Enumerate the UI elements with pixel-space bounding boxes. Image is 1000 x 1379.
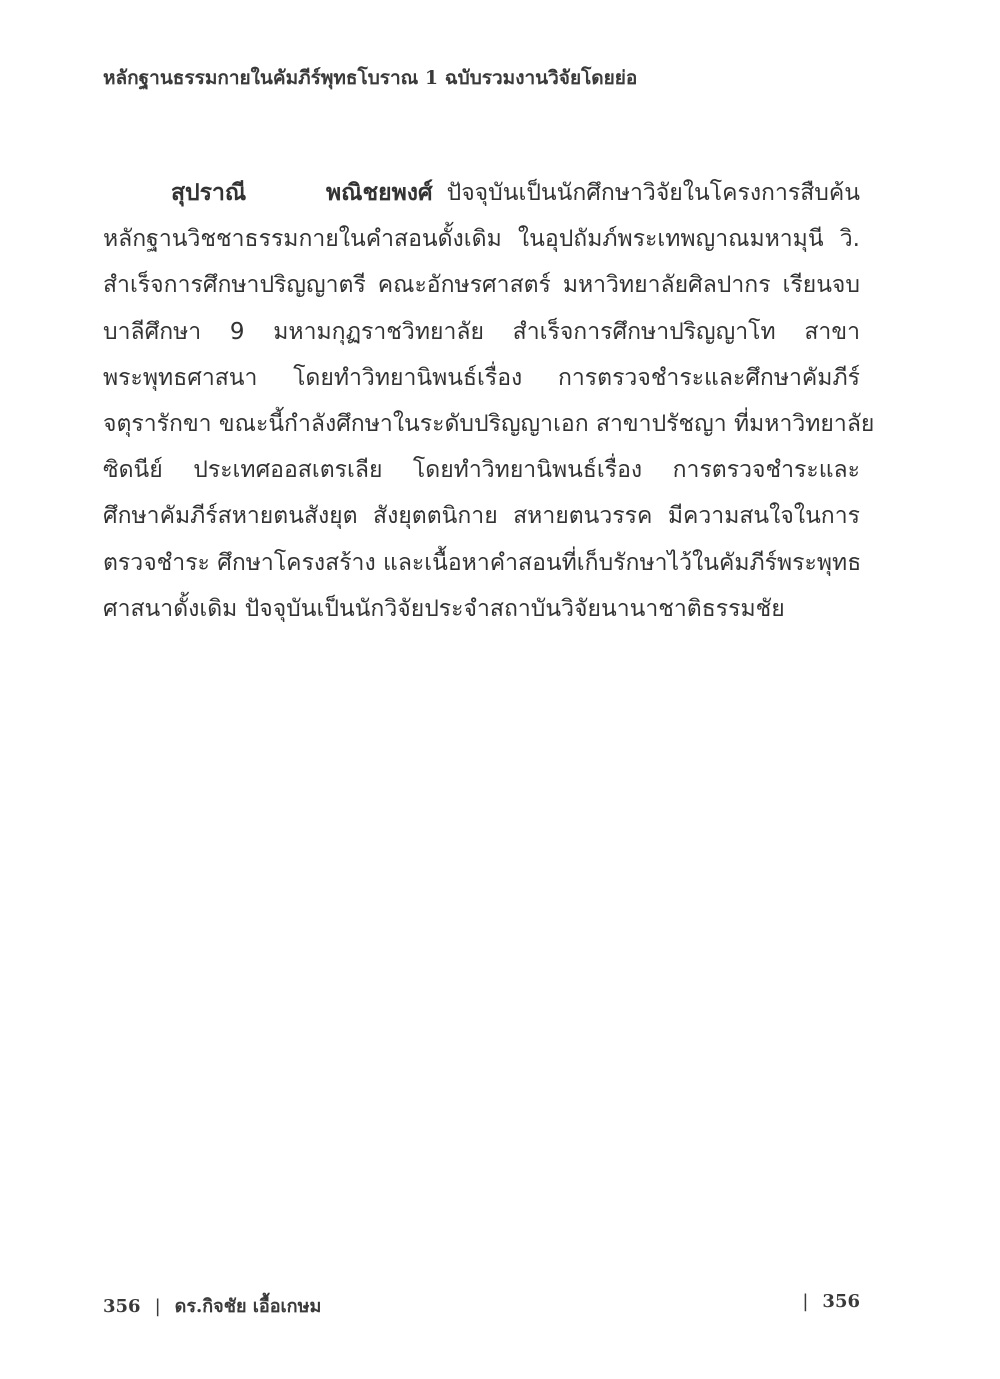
bio-line-6: จตุรารักขา ขณะนี้กำลังศึกษาในระดับปริญญาเอก สาขาปรัชญา ที่มหาวิทยาลัย (103, 410, 875, 437)
bio-line-3: สำเร็จการศึกษาปริญญาตรี คณะอักษรศาสตร์ มหาวิทยาลัยศิลปากร เรียนจบ (103, 272, 860, 299)
author-bio (103, 170, 875, 632)
bio-line-5: พระพุทธศาสนา โดยทำวิทยานิพนธ์เรื่อง การตรวจชำระและศึกษาคัมภีร์ (103, 364, 860, 391)
bio-line-9: ตรวจชำระ ศึกษาโครงสร้าง และเนื้อหาคำสอนที่เก็บรักษาไว้ในคัมภีร์พระพุทธ (103, 549, 862, 576)
footer-separator-right: | (802, 1291, 809, 1312)
bio-line-7: ซิดนีย์ ประเทศออสเตรเลีย โดยทำวิทยานิพนธ์เรื่อง การตรวจชำระและ (103, 457, 860, 484)
running-header: หลักฐานธรรมกายในคัมภีร์พุทธโบราณ 1 ฉบับรวมงานวิจัยโดยย่อ (103, 67, 638, 89)
footer-author: ดร.กิจชัย เอื้อเกษม (174, 1296, 322, 1317)
footer-left (103, 1291, 321, 1320)
bio-line-1-text: ปัจจุบันเป็นนักศึกษาวิจัยในโครงการสืบค้น (446, 180, 860, 206)
footer-separator-left: | (154, 1296, 161, 1317)
bio-line-4: บาลีศึกษา 9 มหามกุฏราชวิทยาลัย สำเร็จการศึกษาปริญญาโท สาขา (103, 318, 860, 345)
page-number-left: 356 (103, 1296, 141, 1317)
page-number-right: 356 (822, 1291, 860, 1312)
bio-line-1 (103, 170, 860, 216)
footer-right (788, 1291, 860, 1312)
bio-line-10: ศาสนาดั้งเดิม ปัจจุบันเป็นนักวิจัยประจำสถาบันวิจัยนานาชาติธรรมชัย (103, 595, 785, 622)
bio-line-2: หลักฐานวิชชาธรรมกายในคำสอนดั้งเดิม ในอุปถัมภ์พระเทพญาณมหามุนี วิ. (103, 226, 860, 253)
author-name: สุปราณี พณิชยพงศ์ (171, 180, 433, 206)
bio-line-8: ศึกษาคัมภีร์สหายตนสังยุต สังยุตตนิกาย สหายตนวรรค มีความสนใจในการ (103, 503, 860, 530)
